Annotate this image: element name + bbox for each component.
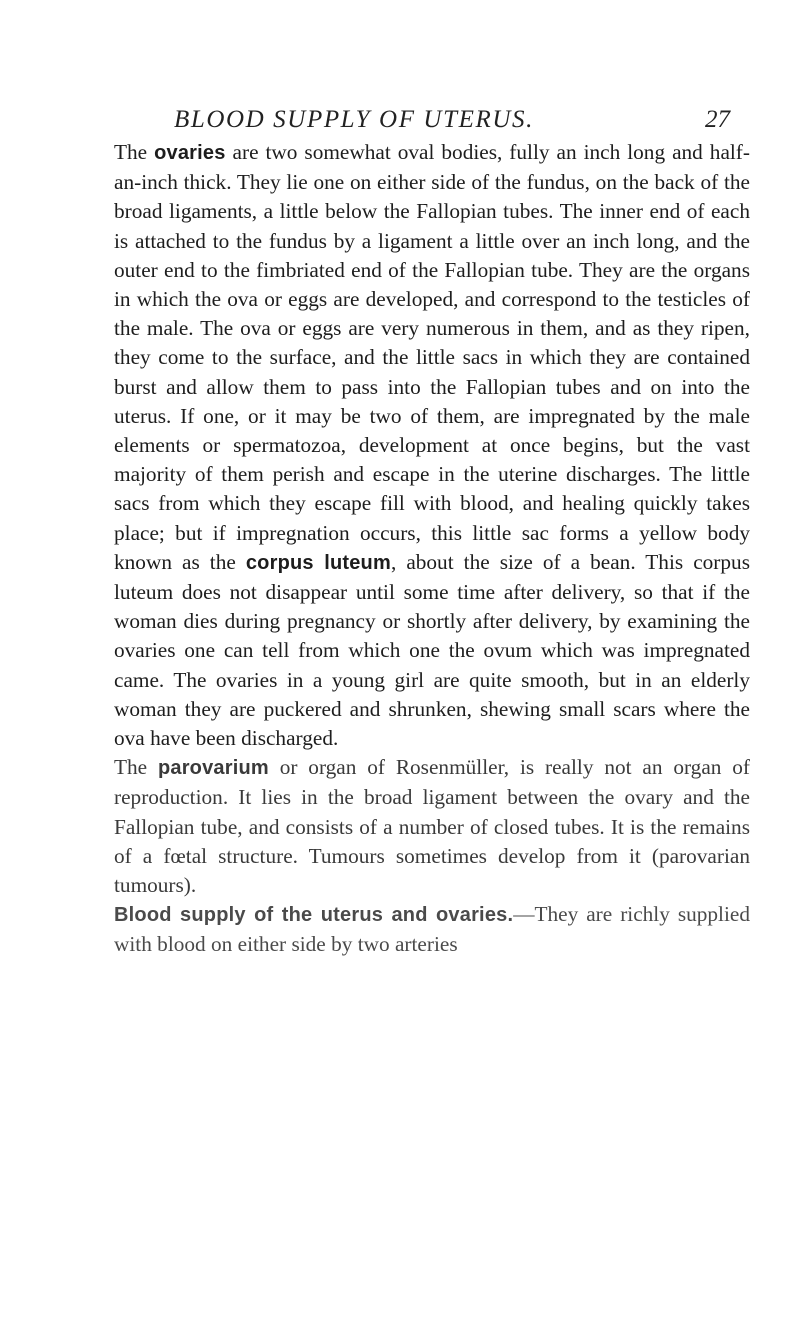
paragraph-text: are two somewhat oval bodies, fully an inch long and half-an-inch thick. They lie one on either side of the fundus, on the back of the broad ligaments, a little below the Fallopian tubes. The inner end of each is attached to the fundus by a ligament a little over an inch long, and the outer end to the fimbriated end of the Fallopian tube. They are the organs in which the ova or eggs are developed, and correspond to the testicles of the male. The ova or eggs are very numerous in them, and as they ripen, they come to the surface, and the little sacs in which they are contained burst and allow them to pass into the Fallopian tubes and on into the uterus. If one, or it may be two of them, are impregnated by the male elements or spermatozoa, development at once begins, but the vast majority of them perish and escape in the uterine discharges. The little sacs from which they escape fill with blood, and healing quickly takes place; but if impregnation occurs, this little sac forms a yellow body known as the [114, 140, 750, 574]
paragraph-text: or organ of Rosenmüller, is really not an organ of reproduction. It lies in the broad ligament between the ovary and the Fallopian tube, and consists of a number of closed tubes. It is the remains of a fœtal structure. Tumours sometimes develop from it (parovarian tumours). [114, 755, 750, 898]
running-head [110, 106, 750, 136]
running-title: BLOOD SUPPLY OF UTERUS. [174, 106, 534, 133]
term-corpus-luteum: corpus luteum [245, 551, 391, 574]
paragraph-lead: The [114, 755, 158, 780]
term-blood-supply: Blood supply of the uterus and ovaries. [114, 904, 514, 927]
paragraph-tail: , about the size of a bean. This corpus luteum does not disappear until some time after delivery, so that if the woman dies during pregnancy or shortly after delivery, by examining the ovaries one can tell from which one the ovum which was impregnated came. The ovaries in a young girl are quite smooth, but in an elderly woman they are puckered and shrunken, shewing small scars where the ova have been discharged. [114, 549, 750, 751]
paragraph-lead: The [114, 140, 155, 164]
page-number: 27 [705, 106, 730, 133]
term-parovarium: parovarium [157, 757, 269, 780]
term-ovaries: ovaries [154, 142, 226, 164]
body-text [114, 138, 750, 960]
paragraph-blood-supply [114, 900, 750, 959]
paragraph-text: —They are richly supplied with blood on either side by two arteries [114, 902, 750, 957]
paragraph-ovaries [114, 138, 750, 753]
paragraph-parovarium [114, 753, 750, 900]
